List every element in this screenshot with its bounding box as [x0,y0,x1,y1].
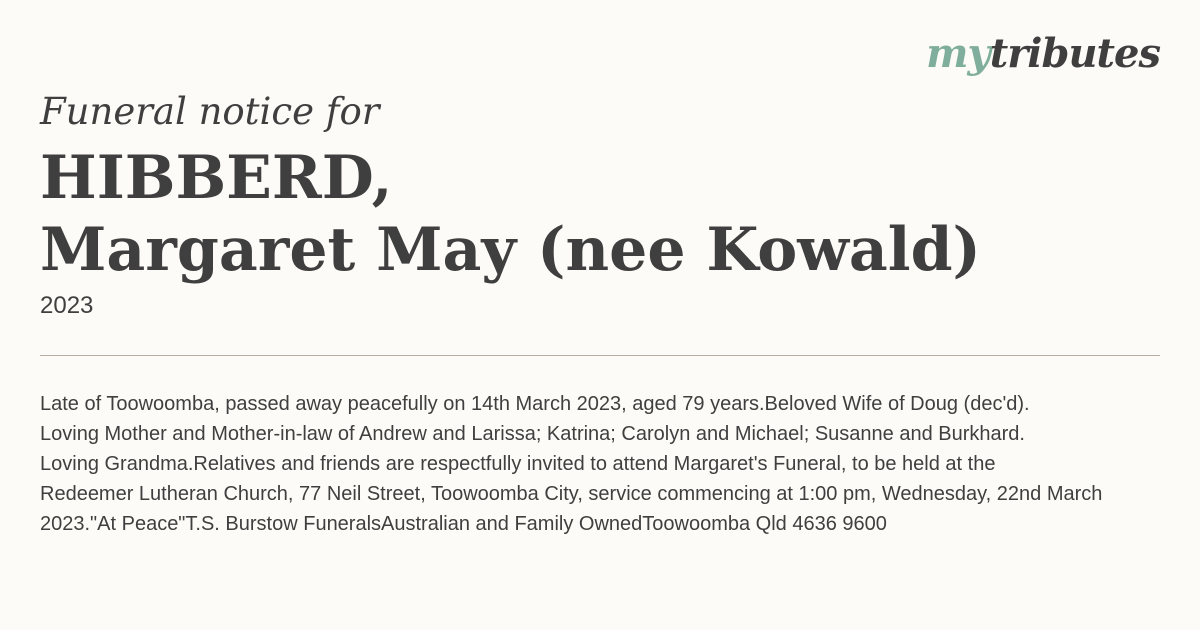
deceased-given-names: Margaret May (nee Kowald) [40,215,981,285]
deceased-surname: HIBBERD, [40,143,393,213]
notice-body-line: 2023."At Peace"T.S. Burstow FuneralsAustralian and Family OwnedToowoomba Qld 4636 9600 [40,513,887,535]
logo-tributes: tributes [989,30,1160,77]
notice-body-line: Loving Grandma.Relatives and friends are respectfully invited to attend Margaret's Funeral, to be held at the [40,453,996,475]
section-divider [40,355,1160,356]
deceased-name [40,142,981,286]
notice-body-line: Late of Toowoomba, passed away peacefully on 14th March 2023, aged 79 years.Beloved Wife of Doug (dec'd). [40,393,1030,415]
notice-body-line: Redeemer Lutheran Church, 77 Neil Street, Toowoomba City, service commencing at 1:00 pm, Wednesday, 22nd March [40,483,1103,505]
notice-body-line: Loving Mother and Mother-in-law of Andrew and Larissa; Katrina; Carolyn and Michael; Susanne and Burkhard. [40,423,1025,445]
mytributes-logo[interactable] [926,30,1160,77]
notice-body [40,389,1190,539]
logo-my: my [926,30,990,77]
notice-year: 2023 [40,292,94,319]
notice-subtitle: Funeral notice for [40,90,380,133]
